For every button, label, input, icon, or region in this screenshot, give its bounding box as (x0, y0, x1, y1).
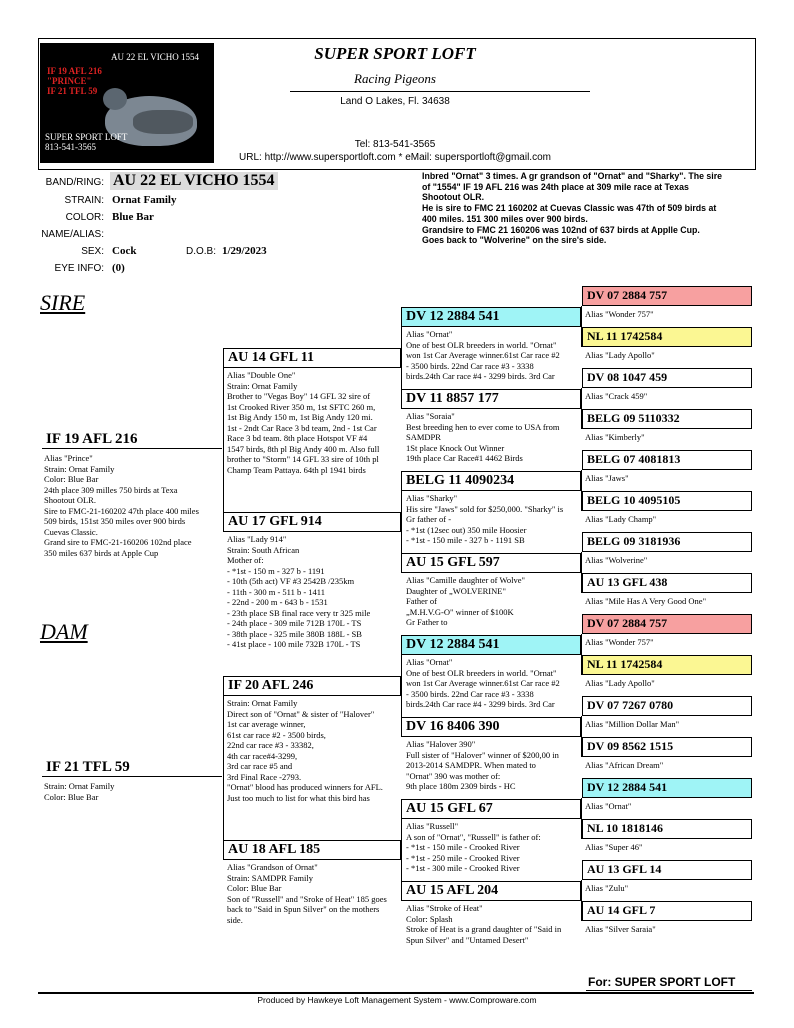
connector-line (223, 368, 224, 532)
note-line: Shootout OLR. (422, 192, 485, 203)
loft-subtitle: Racing Pigeons (354, 71, 436, 86)
gen3-detail: 9th place 180m 2309 birds - HC (406, 781, 516, 791)
gen4-band: DV 12 2884 541 (582, 778, 752, 798)
connector-line (581, 880, 582, 921)
gen2-detail: Just too much to list for what this bird has (227, 792, 370, 803)
gen3-detail: won 1st Car Average winner.61st Car race #2 (406, 350, 560, 360)
gen2-band: AU 18 AFL 185 (223, 840, 401, 860)
gen4-alias: Alias "Wonder 757" (585, 309, 654, 319)
gen3-detail: A son of "Ornat", "Russell" is father of: (406, 831, 541, 842)
sire-detail: Cuevas Classic. (44, 526, 98, 537)
gen3-detail: Alias "Ornat" (406, 329, 453, 339)
loft-phone: Tel: 813-541-3565 (354, 139, 436, 150)
gen4-band: DV 09 8562 1515 (582, 737, 752, 757)
sire-detail: 24th place 309 milles 750 birds at Texa (44, 484, 178, 495)
loft-logo (40, 43, 214, 163)
loft-name: SUPER SPORT LOFT (314, 44, 476, 63)
gen2-detail: Brother to "Vegas Boy" 14 GFL 32 sire of (227, 391, 371, 401)
color-value: Blue Bar (112, 211, 154, 223)
dam-band: IF 21 TFL 59 (42, 759, 222, 777)
gen2-detail: Direct son of "Ornat" & sister of "Halover" (227, 708, 375, 719)
sire-detail: 350 miles 637 birds at Apple Cup (44, 547, 159, 558)
note-line: He is sire to FMC 21 160202 at Cuevas Classic was 47th of 509 birds at (422, 203, 717, 214)
gen2-detail: 1547 birds, 8th pl Big Andy 400 m. Also full (227, 443, 380, 454)
gen3-band: DV 11 8857 177 (401, 389, 581, 409)
gen2-detail: - 22nd - 200 m - 643 b - 1531 (227, 597, 328, 607)
sire-detail: Shootout OLR. (44, 495, 96, 505)
gen4-alias: Alias "Wonder 757" (585, 637, 654, 647)
gen4-band: NL 10 1818146 (582, 819, 752, 839)
gen3-detail: One of best OLR breeders in world. "Ornat" (406, 339, 557, 350)
gen2-detail: Alias "Lady 914" (227, 534, 287, 544)
gen4-alias: Alias "Wolverine" (585, 555, 648, 565)
gen4-alias: Alias "Ornat" (585, 801, 632, 811)
gen3-detail: SAMDPR (406, 432, 441, 442)
connector-line (401, 819, 402, 901)
sire-detail: Strain: Ornat Family (44, 463, 115, 474)
note-line: Grandsire to FMC 21 160206 was 102nd of 637 birds at Applle Cup. (422, 224, 700, 235)
gen4-alias: Alias "Crack 459" (585, 391, 648, 401)
connector-line (401, 655, 402, 737)
connector-line (581, 634, 582, 675)
gen3-detail: Color: Splash (406, 913, 453, 924)
gen3-detail: Alias "Soraia" (406, 411, 455, 421)
logo-text-top: AU 22 EL VICHO 1554 (111, 52, 199, 62)
gen4-band: DV 07 2884 757 (582, 286, 752, 306)
gen2-detail: Strain: Ornat Family (227, 698, 298, 708)
gen3-detail: 2013-2014 SAMDPR. When mated to (406, 760, 536, 770)
sire-detail: Grand sire to FMC-21-160206 102nd place (44, 537, 192, 547)
gen4-alias: Alias "Million Dollar Man" (585, 719, 680, 729)
gen3-detail: Best breeding hen to ever come to USA from (406, 421, 560, 432)
sire-detail: Sire to FMC-21-160202 47th place 400 miles (44, 505, 199, 516)
note-line: Inbred "Ornat" 3 times. A gr grandson of "Ornat" and "Sharky". The sire (422, 171, 723, 181)
sire-detail: Alias "Prince" (44, 453, 93, 463)
gen2-detail: Alias "Grandson of Ornat" (227, 862, 318, 872)
gen2-detail: - 24th place - 309 mile 712B 170L - TS (227, 618, 362, 628)
gen3-band: DV 16 8406 390 (401, 717, 581, 737)
gen3-detail: - 3500 birds. 22nd Car race #3 - 3338 (406, 360, 534, 371)
connector-line (581, 470, 582, 511)
loft-location: Land O Lakes, Fl. 34638 (340, 96, 450, 107)
gen4-band: BELG 07 4081813 (582, 450, 752, 470)
produced-by: Produced by Hawkeye Loft Management System - www.Comproware.com (257, 995, 537, 1005)
strain-label: STRAIN: (64, 195, 104, 206)
logo-text-bottom: SUPER SPORT LOFT 813-541-3565 (45, 132, 128, 152)
gen3-detail: won 1st Car Average winner.61st Car race #2 (406, 678, 560, 688)
gen4-alias: Alias "Lady Apollo" (585, 678, 655, 688)
strain-value: Ornat Family (112, 194, 177, 206)
gen2-detail: - *1st - 150 m - 327 b - 1191 (227, 565, 325, 576)
gen3-detail: Alias "Sharky" (406, 493, 458, 503)
gen4-band: AU 13 GFL 14 (582, 860, 752, 880)
gen2-detail: Alias "Double One" (227, 370, 296, 380)
gen4-alias: Alias "African Dream" (585, 760, 664, 770)
gen3-detail: - 3500 birds. 22nd Car race #3 - 3338 (406, 688, 534, 699)
gen3-band: AU 15 AFL 204 (401, 881, 581, 901)
connector-line (401, 327, 402, 409)
note-line: Goes back to "Wolverine" on the sire's side. (422, 235, 607, 246)
dam-detail: Color: Blue Bar (44, 791, 99, 802)
sire-detail: Color: Blue Bar (44, 474, 99, 484)
connector-line (581, 798, 582, 839)
gen2-detail: 1st Big Andy 150 m, 1st Big Andy 120 mi. (227, 412, 373, 422)
header-rule (290, 91, 590, 92)
gen2-detail: Strain: South African (227, 544, 300, 555)
gen2-detail: back to "Said in Spun Silver" on the mothers (227, 904, 380, 914)
gen3-band: BELG 11 4090234 (401, 471, 581, 491)
gen2-detail: - 41st place - 100 mile 732B 170L - TS (227, 639, 361, 649)
dam-section-label: DAM (40, 619, 88, 644)
connector-line (581, 388, 582, 429)
sire-detail: 509 birds, 151st 350 miles over 900 birds (44, 516, 186, 526)
gen3-detail: His sire "Jaws" sold for $250,000. "Sharky" is (406, 503, 564, 514)
gen3-detail: Stroke of Heat is a grand daughter of "Said in (406, 924, 562, 934)
gen3-detail: Alias "Ornat" (406, 657, 453, 667)
gen3-detail: birds.24th Car race #4 - 3299 birds. 3rd Car (406, 699, 555, 709)
gen3-detail: Spun Silver" and "Untamed Desert" (406, 934, 529, 945)
gen4-band: AU 13 GFL 438 (582, 573, 752, 593)
connector-line (581, 552, 582, 593)
gen4-band: NL 11 1742584 (582, 655, 752, 675)
gen2-detail: - 38th place - 325 mile 380B 188L - SB (227, 628, 362, 639)
gen3-detail: - *1st (12sec out) 350 mile Hoosier (406, 524, 527, 535)
gen2-band: AU 14 GFL 11 (223, 348, 401, 368)
gen3-detail: - *1st - 150 mile - 327 b - 1191 SB (406, 535, 525, 545)
gen2-detail: Color: Blue Bar (227, 883, 282, 893)
gen2-band: AU 17 GFL 914 (223, 512, 401, 532)
gen3-detail: birds.24th Car race #4 - 3299 birds. 3rd Car (406, 371, 555, 381)
gen2-detail: side. (227, 914, 243, 925)
gen2-detail: - 10th (5th act) VF #3 2542B /235km (227, 576, 355, 586)
gen3-band: DV 12 2884 541 (401, 307, 581, 327)
gen2-detail: "Ornat" blood has produced winners for AFL. (227, 782, 383, 792)
for-line: For: SUPER SPORT LOFT (588, 975, 736, 989)
name-label: NAME/ALIAS: (41, 229, 104, 240)
connector-line (401, 491, 402, 573)
footer-rule (38, 992, 754, 994)
gen4-band: NL 11 1742584 (582, 327, 752, 347)
loft-url[interactable]: URL: http://www.supersportloft.com * eMail: supersportloft@gmail.com (239, 152, 551, 163)
pigeon-wing (133, 110, 193, 134)
band-value: AU 22 EL VICHO 1554 (110, 172, 278, 190)
gen3-detail: Alias "Russell" (406, 821, 459, 831)
gen4-band: BELG 09 3181936 (582, 532, 752, 552)
gen3-detail: Alias "Camille daughter of Wolve" (406, 575, 525, 585)
gen4-alias: Alias "Super 46" (585, 842, 643, 852)
gen4-band: BELG 10 4095105 (582, 491, 752, 511)
gen2-detail: Mother of: (227, 555, 264, 565)
dob-value: 1/29/2023 (222, 245, 267, 257)
eye-value: (0) (112, 262, 125, 274)
gen3-band: AU 15 GFL 67 (401, 799, 581, 819)
gen2-detail: Champ Team Pattaya. 64th pl 1941 birds (227, 464, 366, 475)
sex-label: SEX: (81, 246, 104, 257)
dob-label: D.O.B: (186, 246, 217, 257)
bird-notes (422, 171, 722, 246)
gen3-detail: Father of (406, 596, 437, 606)
gen3-detail: One of best OLR breeders in world. "Ornat" (406, 667, 557, 678)
gen4-alias: Alias "Kimberly" (585, 432, 645, 442)
sex-value: Cock (112, 245, 137, 257)
gen4-band: AU 14 GFL 7 (582, 901, 752, 921)
gen4-alias: Alias "Zulu" (585, 883, 629, 893)
gen2-detail: Strain: SAMDPR Family (227, 872, 313, 883)
gen3-band: DV 12 2884 541 (401, 635, 581, 655)
gen2-detail: Son of "Russell" and "Sroke of Heat" 185 goes (227, 893, 387, 904)
gen3-detail: Alias "Halover 390" (406, 739, 476, 749)
gen2-detail: 1st car average winner, (227, 719, 306, 729)
connector-line (581, 306, 582, 347)
note-line: of "1554" IF 19 AFL 216 was 24th place at 309 mile race at Texas (422, 181, 689, 192)
gen3-detail: Daughter of „WOLVERINE" (406, 585, 506, 596)
gen2-band: IF 20 AFL 246 (223, 676, 401, 696)
gen4-alias: Alias "Lady Apollo" (585, 350, 655, 360)
gen3-band: AU 15 GFL 597 (401, 553, 581, 573)
eye-label: EYE INFO: (54, 263, 104, 274)
color-label: COLOR: (65, 212, 104, 223)
gen2-detail: Race 3 bd team. 8th place Hotspot VF #4 (227, 433, 368, 443)
band-label: BAND/RING: (45, 177, 104, 188)
gen3-detail: - *1st - 300 mile - Crooked River (406, 863, 520, 873)
gen3-detail: "Ornat" 390 was mother of: (406, 770, 501, 781)
gen2-detail: 1st - 2ndt Car Race 3 bd team, 2nd - 1st Car (227, 422, 377, 433)
gen3-detail: „M.H.V.G-O" winner of $100K (406, 606, 514, 617)
gen3-detail: 1St place Knock Out Winner (406, 442, 505, 453)
gen4-alias: Alias "Mile Has A Very Good One" (585, 596, 707, 606)
gen3-detail: 19th place Car Race#1 4462 Birds (406, 453, 523, 463)
note-line: 400 miles. 151 300 miles over 900 birds. (422, 213, 588, 224)
gen2-detail: 61st car race #2 - 3500 birds, (227, 729, 326, 740)
gen4-band: DV 07 2884 757 (582, 614, 752, 634)
connector-line (581, 716, 582, 757)
gen2-detail: 3rd car race #5 and (227, 761, 293, 771)
connector-line (223, 696, 224, 860)
gen4-band: DV 08 1047 459 (582, 368, 752, 388)
gen2-detail: brother to "Storm" 14 GFL 33 sire of 10th pl (227, 454, 379, 464)
gen3-detail: Alias "Stroke of Heat" (406, 903, 483, 913)
gen3-detail: Gr father of - (406, 514, 452, 524)
gen3-detail: - *1st - 150 mile - Crooked River (406, 842, 520, 852)
gen2-detail: - 23th place SB final race very tr 325 mile (227, 607, 371, 618)
gen4-alias: Alias "Lady Champ" (585, 514, 657, 524)
logo-text-left: IF 19 AFL 216 "PRINCE" IF 21 TFL 59 (47, 66, 102, 96)
gen2-detail: 4th car race#4-3299, (227, 750, 298, 761)
gen2-detail: 22nd car race #3 - 33382, (227, 740, 314, 750)
gen3-detail: Gr Father to (406, 617, 448, 627)
gen2-detail: Strain: Ornat Family (227, 380, 298, 391)
gen4-band: BELG 09 5110332 (582, 409, 752, 429)
sire-section-label: SIRE (40, 290, 86, 315)
dam-detail: Strain: Ornat Family (44, 781, 115, 791)
gen3-detail: - *1st - 250 mile - Crooked River (406, 852, 520, 863)
gen2-detail: 1st Crooked River 350 m, 1st SFTC 260 m, (227, 401, 376, 412)
pigeon-head (103, 88, 127, 110)
gen4-alias: Alias "Silver Saraia" (585, 924, 656, 934)
sire-band: IF 19 AFL 216 (42, 431, 222, 449)
gen2-detail: 3rd Final Race -2793. (227, 771, 302, 782)
gen4-alias: Alias "Jaws" (585, 473, 629, 483)
gen4-band: DV 07 7267 0780 (582, 696, 752, 716)
gen3-detail: Full sister of "Halover" winner of $200,00 in (406, 749, 559, 760)
gen2-detail: - 11th - 300 m - 511 b - 1411 (227, 586, 325, 597)
for-rule (586, 990, 752, 991)
